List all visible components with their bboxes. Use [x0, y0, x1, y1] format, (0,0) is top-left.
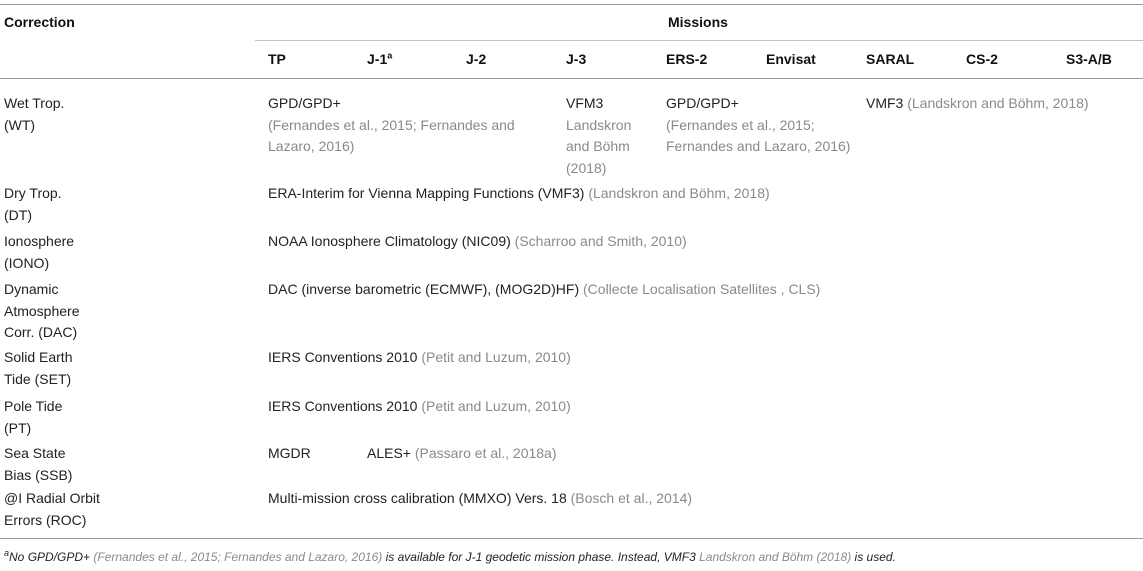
- column-header-j1: J-1$^a$: [367, 50, 393, 67]
- missions-subheader-rule: [255, 40, 1143, 41]
- wet-trop-ers2-envisat-cell: [666, 93, 851, 158]
- dac-reference: (Collecte Localisation Satellites , CLS): [583, 281, 821, 297]
- sea-state-bias-tp-cell: [268, 443, 358, 465]
- solid-earth-tide-value: IERS Conventions 2010: [268, 349, 418, 365]
- column-header-s3ab: S3-A/B: [1066, 51, 1112, 67]
- wet-trop-ers2-envisat-value: GPD/GPD+: [666, 95, 739, 111]
- header-missions: Missions: [668, 14, 728, 30]
- wet-trop-saral-s3-cell: [866, 93, 1136, 115]
- ionosphere-reference: (Scharroo and Smith, 2010): [514, 233, 687, 249]
- ionosphere-value: NOAA Ionosphere Climatology (NIC09): [268, 233, 511, 249]
- wet-trop-saral-s3-value: VMF3: [866, 95, 904, 111]
- solid-earth-tide-value-cell: [268, 347, 1138, 369]
- table-top-rule: [0, 4, 1143, 5]
- row-label-wet-trop: Wet Trop. (WT): [4, 95, 65, 133]
- ionosphere-value-cell: [268, 231, 1138, 253]
- wet-trop-j3-value: VFM3: [566, 95, 604, 111]
- row-label-radial-orbit-errors: @I Radial Orbit Errors (ROC): [4, 490, 100, 528]
- table-footnote: [4, 550, 896, 564]
- sea-state-bias-reference: (Passaro et al., 2018a): [414, 445, 557, 461]
- row-label-dry-trop: Dry Trop. (DT): [4, 185, 62, 223]
- footnote-text-1: No GPD/GPD+: [9, 550, 91, 564]
- footnote-text-3: is used.: [854, 550, 896, 564]
- sea-state-bias-others-value: ALES+: [367, 445, 411, 461]
- wet-trop-tp-j2-value: GPD/GPD+: [268, 95, 341, 111]
- dry-trop-reference: (Landskron and Böhm, 2018): [588, 185, 770, 201]
- header-correction: Correction: [4, 14, 75, 30]
- row-label-dac: Dynamic Atmosphere Corr. (DAC): [4, 281, 80, 340]
- dac-value-cell: [268, 279, 1138, 301]
- wet-trop-tp-j2-reference: (Fernandes et al., 2015; Fernandes and Lazaro, 2016): [268, 116, 515, 154]
- sea-state-bias-tp-value: MGDR: [268, 445, 311, 461]
- dry-trop-value-cell: [268, 183, 1138, 205]
- radial-orbit-errors-value: Multi-mission cross calibration (MMXO) Vers. 18: [268, 490, 567, 506]
- row-label-sea-state-bias: Sea State Bias (SSB): [4, 445, 73, 483]
- column-header-envisat: Envisat: [766, 51, 816, 67]
- footnote-text-2: is available for J-1 geodetic mission phase. Instead, VMF3: [385, 550, 696, 564]
- wet-trop-ers2-envisat-reference: (Fernandes et al., 2015; Fernandes and Lazaro, 2016): [666, 116, 851, 154]
- pole-tide-reference: (Petit and Luzum, 2010): [421, 398, 571, 414]
- wet-trop-saral-s3-reference: (Landskron and Böhm, 2018): [907, 95, 1089, 111]
- pole-tide-value-cell: [268, 396, 1138, 418]
- header-bottom-rule: [0, 78, 1143, 79]
- footnote-reference-1: (Fernandes et al., 2015; Fernandes and Lazaro, 2016): [93, 550, 383, 564]
- column-header-cs2: CS-2: [966, 51, 998, 67]
- pole-tide-value: IERS Conventions 2010: [268, 398, 418, 414]
- dry-trop-value: ERA-Interim for Vienna Mapping Functions (VMF3): [268, 185, 585, 201]
- column-header-ers2: ERS-2: [666, 51, 708, 67]
- dac-value: DAC (inverse barometric (ECMWF), (MOG2D)HF): [268, 281, 580, 297]
- footnote-marker: a: [4, 548, 10, 558]
- wet-trop-j3-reference: Landskron and Böhm (2018): [566, 116, 632, 176]
- row-label-solid-earth-tide: Solid Earth Tide (SET): [4, 349, 73, 387]
- radial-orbit-errors-reference: (Bosch et al., 2014): [570, 490, 693, 506]
- table-bottom-rule: [0, 538, 1143, 539]
- radial-orbit-errors-value-cell: [268, 488, 1138, 510]
- column-header-j3: J-3: [566, 51, 587, 67]
- wet-trop-tp-j2-cell: [268, 93, 558, 158]
- column-header-saral: SARAL: [866, 51, 915, 67]
- row-label-pole-tide: Pole Tide (PT): [4, 398, 63, 436]
- row-label-ionosphere: Ionosphere (IONO): [4, 233, 75, 271]
- column-header-j2: J-2: [466, 51, 487, 67]
- solid-earth-tide-reference: (Petit and Luzum, 2010): [421, 349, 571, 365]
- column-header-tp: TP: [268, 51, 286, 67]
- wet-trop-j3-cell: [566, 93, 656, 179]
- footnote-reference-2: Landskron and Böhm (2018): [699, 550, 852, 564]
- sea-state-bias-others-cell: [367, 443, 1137, 465]
